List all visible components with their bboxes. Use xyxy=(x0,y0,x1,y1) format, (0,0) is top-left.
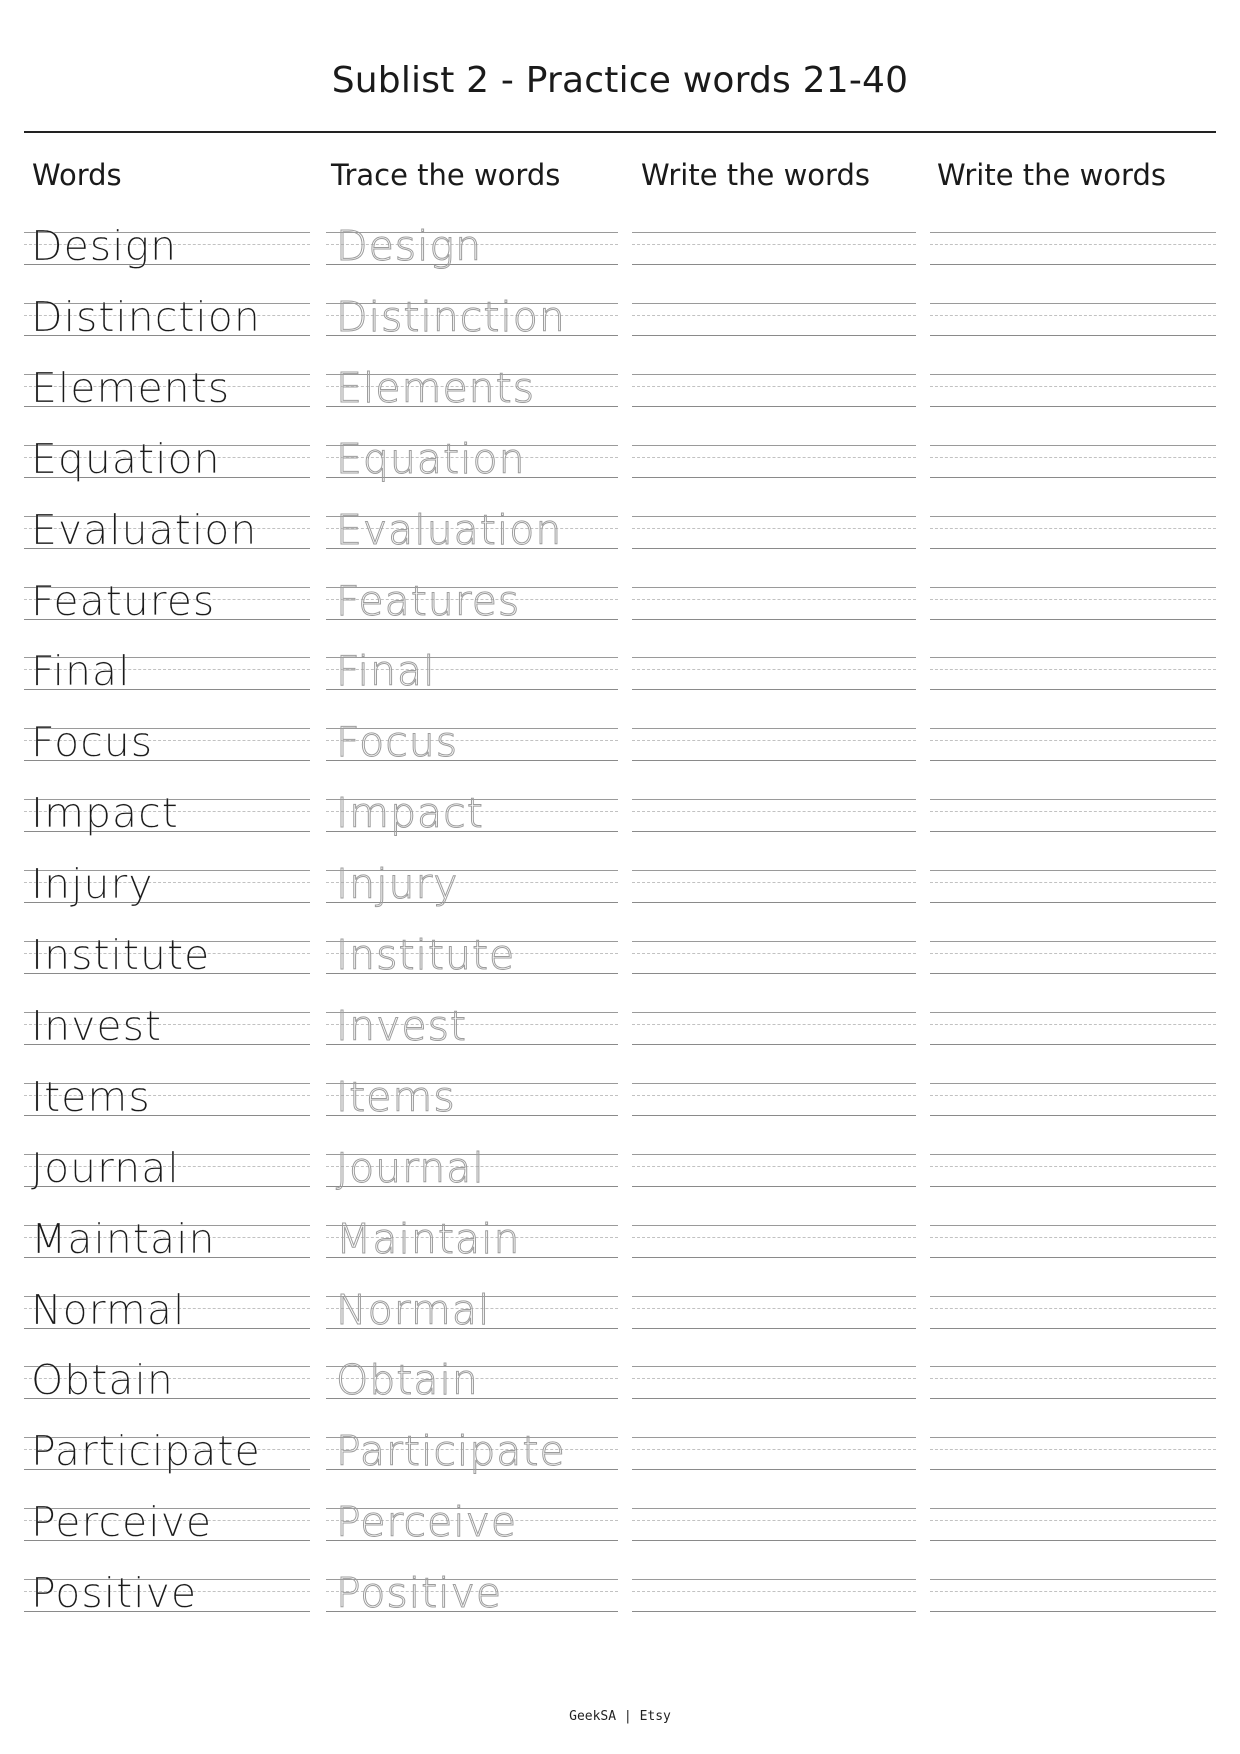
model-word: Final xyxy=(31,647,131,696)
write-band-1 xyxy=(632,516,916,549)
word-row xyxy=(0,222,1240,272)
word-row xyxy=(0,789,1240,839)
write-band-2 xyxy=(930,587,1216,620)
word-row xyxy=(0,1214,1240,1265)
word-row xyxy=(0,1285,1240,1336)
write-band-2 xyxy=(930,1083,1216,1116)
trace-word: Invest xyxy=(336,1001,468,1050)
trace-word: Impact xyxy=(336,789,484,838)
trace-word: Institute xyxy=(336,931,516,979)
write-band-1 xyxy=(632,1154,916,1187)
write-band-2 xyxy=(930,374,1216,407)
trace-word: Perceive xyxy=(336,1498,518,1547)
trace-word: Equation xyxy=(336,434,526,483)
write-band-1 xyxy=(632,799,916,832)
write-band-1 xyxy=(632,1579,916,1612)
word-row xyxy=(0,1569,1240,1619)
write-band-2 xyxy=(930,1437,1216,1470)
column-header-write-2: Write the words xyxy=(937,158,1166,192)
page-title: Sublist 2 - Practice words 21-40 xyxy=(331,60,909,101)
word-row xyxy=(0,860,1240,910)
write-band-2 xyxy=(930,941,1216,974)
model-word: Invest xyxy=(31,1001,163,1050)
trace-word: Obtain xyxy=(336,1356,479,1405)
write-band-1 xyxy=(632,1366,916,1399)
trace-word: Injury xyxy=(336,860,459,909)
model-word: Perceive xyxy=(31,1498,213,1547)
word-row xyxy=(0,931,1240,981)
write-band-2 xyxy=(930,728,1216,761)
footer-credit: GeekSA | Etsy xyxy=(569,1709,671,1724)
model-word: Distinction xyxy=(31,292,261,341)
word-row xyxy=(0,576,1240,627)
trace-word: Evaluation xyxy=(336,505,563,554)
trace-word: Participate xyxy=(336,1427,566,1476)
trace-word: Maintain xyxy=(336,1214,521,1263)
model-word: Positive xyxy=(31,1569,198,1618)
trace-word: Final xyxy=(336,647,436,696)
write-band-2 xyxy=(930,445,1216,478)
model-word: Obtain xyxy=(31,1356,174,1405)
write-band-1 xyxy=(632,1296,916,1329)
word-row xyxy=(0,434,1240,485)
word-row xyxy=(0,1001,1240,1052)
write-band-1 xyxy=(632,1225,916,1258)
model-word: Design xyxy=(31,222,178,270)
model-word: Equation xyxy=(31,434,221,483)
trace-word: Design xyxy=(336,222,483,270)
word-row xyxy=(0,1072,1240,1123)
word-row xyxy=(0,1356,1240,1406)
column-header-trace: Trace the words xyxy=(331,158,561,192)
write-band-2 xyxy=(930,1154,1216,1187)
write-band-2 xyxy=(930,303,1216,336)
write-band-1 xyxy=(632,232,916,265)
write-band-2 xyxy=(930,1296,1216,1329)
write-band-2 xyxy=(930,657,1216,690)
trace-word: Positive xyxy=(336,1569,503,1618)
write-band-1 xyxy=(632,728,916,761)
word-row xyxy=(0,1143,1240,1194)
trace-word: Journal xyxy=(336,1143,485,1192)
write-band-1 xyxy=(632,1508,916,1541)
model-word: Maintain xyxy=(31,1214,216,1263)
model-word: Institute xyxy=(31,931,211,979)
write-band-1 xyxy=(632,445,916,478)
word-row xyxy=(0,363,1240,414)
write-band-1 xyxy=(632,657,916,690)
model-word: Evaluation xyxy=(31,505,258,554)
write-band-1 xyxy=(632,587,916,620)
write-band-1 xyxy=(632,941,916,974)
trace-word: Distinction xyxy=(336,292,566,341)
write-band-1 xyxy=(632,870,916,903)
trace-word: Features xyxy=(336,576,521,625)
write-band-1 xyxy=(632,1083,916,1116)
model-word: Normal xyxy=(31,1285,186,1334)
column-header-words: Words xyxy=(32,158,122,192)
write-band-1 xyxy=(632,374,916,407)
word-row xyxy=(0,1427,1240,1477)
model-word: Features xyxy=(31,576,216,625)
word-row xyxy=(0,1498,1240,1548)
write-band-2 xyxy=(930,1225,1216,1258)
write-band-2 xyxy=(930,870,1216,903)
write-band-2 xyxy=(930,232,1216,265)
word-row xyxy=(0,292,1240,343)
word-row xyxy=(0,647,1240,697)
column-header-write-1: Write the words xyxy=(641,158,870,192)
write-band-1 xyxy=(632,1012,916,1045)
write-band-1 xyxy=(632,303,916,336)
write-band-2 xyxy=(930,516,1216,549)
write-band-2 xyxy=(930,1508,1216,1541)
model-word: Impact xyxy=(31,789,179,838)
write-band-2 xyxy=(930,1579,1216,1612)
trace-word: Items xyxy=(336,1072,456,1121)
trace-word: Focus xyxy=(336,718,459,767)
model-word: Journal xyxy=(31,1143,180,1192)
model-word: Participate xyxy=(31,1427,261,1476)
trace-word: Normal xyxy=(336,1285,491,1334)
word-row xyxy=(0,505,1240,556)
model-word: Focus xyxy=(31,718,154,767)
model-word: Injury xyxy=(31,860,154,909)
write-band-1 xyxy=(632,1437,916,1470)
word-row xyxy=(0,718,1240,768)
model-word: Elements xyxy=(31,363,231,412)
trace-word: Elements xyxy=(336,363,536,412)
model-word: Items xyxy=(31,1072,151,1121)
write-band-2 xyxy=(930,799,1216,832)
write-band-2 xyxy=(930,1366,1216,1399)
write-band-2 xyxy=(930,1012,1216,1045)
